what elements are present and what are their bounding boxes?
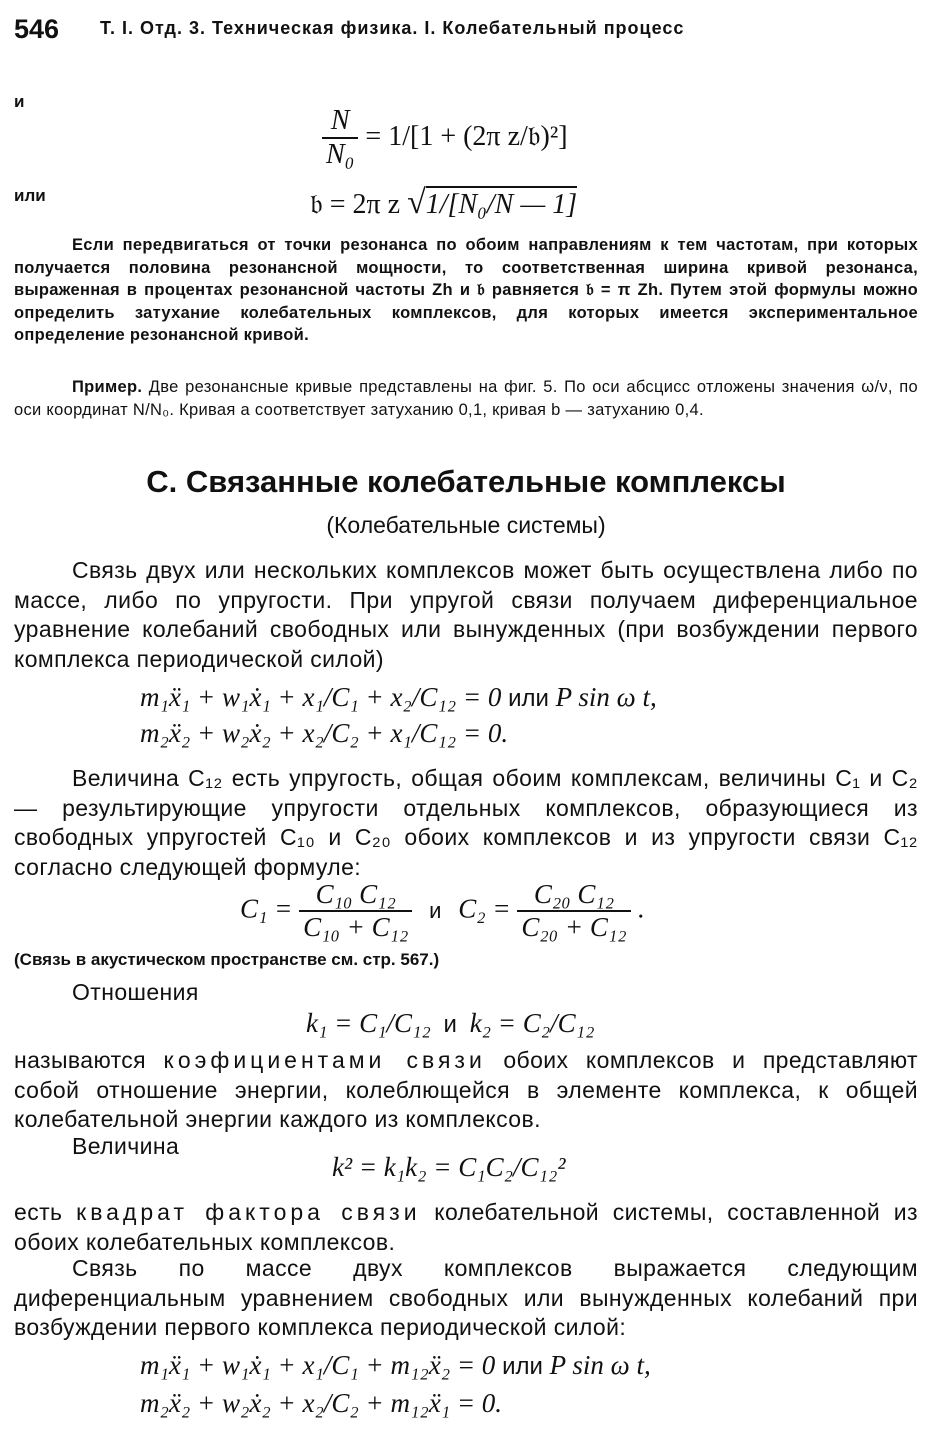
formula-rhs: = 1/[1 + (2π z/𝔟)²] [365,120,568,152]
equation-elastic-2: m₂ẍ₂ + w₂ẋ₂ + x₂/C₂ + x₁/C₁₂ = 0. [140,718,509,748]
example-label: Пример. [72,378,143,396]
equation-mass-1: m₁ẍ₁ + w₁ẋ₁ + x₁/C₁ + m₁₂ẍ₂ = 0 или P sin ω t, [140,1350,651,1380]
section-subtitle: (Колебательные системы) [326,512,606,538]
fraction-c2: $\frac{\text{C₂₀ C₁₂}}{\text{C₂₀ + C₁₂}}$ [517,880,630,943]
word-and-2: и [429,897,442,923]
paragraph-coupling-factor: есть квадрат фактора связи колебательной системы, составленной из обоих колебательных комплексов. [14,1199,918,1255]
sqrt-sign: √ [407,184,426,221]
paragraph-coupling-intro: Связь двух или нескольких комплексов может быть осуществлена либо по массе, либо по упругости. При упругой связи получаем диференциальное уравнение колебаний свободных или вынужденных (при возбуждении первого комплекса периодической силой) [14,557,918,672]
paragraph-mass-coupling: Связь по массе двух комплексов выражается следующим диференциальным уравнением свободных или вынужденных колебаний при возбуждении первого комплекса периодической силой: [14,1255,918,1340]
formula-lhs: 𝔟 = 2π z [310,189,401,220]
note-acoustic-space: (Связь в акустическом пространстве см. стр. 567.) [14,950,440,969]
equation-mass-2: m₂ẍ₂ + w₂ẋ₂ + x₂/C₂ + m₁₂ẍ₁ = 0. [140,1388,503,1418]
fraction-denominator: N₀ [326,138,355,170]
paragraph-c12-definition: Величина C₁₂ есть упругость, общая обоим комплексам, величины C₁ и C₂ — результирующие упругости отдельных комплексов, образующиеся из свободных упругостей C₁₀ и C₂₀ обоих комплексов и из упругости связи C₁₂ согласно следующей формуле: [14,765,918,880]
small-paragraph-example: Пример. Две резонансные кривые представлены на фиг. 5. По оси абсцисс отложены значения ω/ν, по оси координат N/N₀. Кривая a соответствует затуханию 0,1, кривая b — затуханию 0,4. [14,378,919,419]
paragraph-coupling-coefficients: называются коэфициентами связи обоих комплексов и представляют собой отношение энергии, колеблющейся в элементе комплекса, к общей колебательной энергии каждого из комплексов. [14,1047,918,1132]
c2-lhs: C₂ = [458,893,511,924]
running-head: Т. I. Отд. 3. Техническая физика. I. Колебательный процесс [100,18,685,38]
fraction-n-over-n0 [322,106,358,171]
formula-power-ratio [322,106,568,171]
fraction-numerator: N [322,106,358,139]
word-and: и [14,92,25,111]
sqrt-content: 1/[N₀/N — 1] [426,186,577,220]
formula-damping [310,184,577,222]
term-coupling-coefficients: коэфициентами связи [163,1047,486,1073]
small-paragraph-resonance-width: Если передвигаться от точки резонанса по обоим направлениям к тем частотам, при которых получается половина резонансной мощности, то соответственная ширина кривой резонанса, выраженная в процентах резонансной частоты Zh и 𝔟 равняется 𝔟 = π Zh. Путем этой формулы можно определить затухание колебательных комплексов, для которых имеется экспериментальное определение резонансной кривой. [14,236,918,345]
paragraph-magnitude: Величина [72,1133,180,1159]
fraction-c1: $\frac{\text{C₁₀ C₁₂}}{\text{C₁₀ + C₁₂}}$ [299,880,412,943]
section-title: C. Связанные колебательные комплексы [146,464,786,499]
term-coupling-factor: квадрат фактора связи [76,1199,421,1225]
word-or: или [14,186,46,205]
paragraph-ratios: Отношения [72,979,199,1005]
equation-k-squared: k² = k₁k₂ = C₁C₂/C₁₂² [332,1152,566,1182]
equation-elastic-1: m₁ẍ₁ + w₁ẋ₁ + x₁/C₁ + x₂/C₁₂ = 0 или P sin ω t, [140,682,657,712]
c1-lhs: C₁ = [240,893,293,924]
page-number: 546 [14,14,60,44]
equation-ratios: k₁ = C₁/C₁₂ и k₂ = C₂/C₁₂ [306,1008,595,1038]
formula-c1-c2: C₁ = $\frac{\text{C₁₀ C₁₂}}{\text{C₁₀ + C₁₂}}$ и C₂ = $\frac{\text{C₂₀ C₁₂}}{\text{C₂₀ + C₁₂}}$ . [240,879,645,942]
